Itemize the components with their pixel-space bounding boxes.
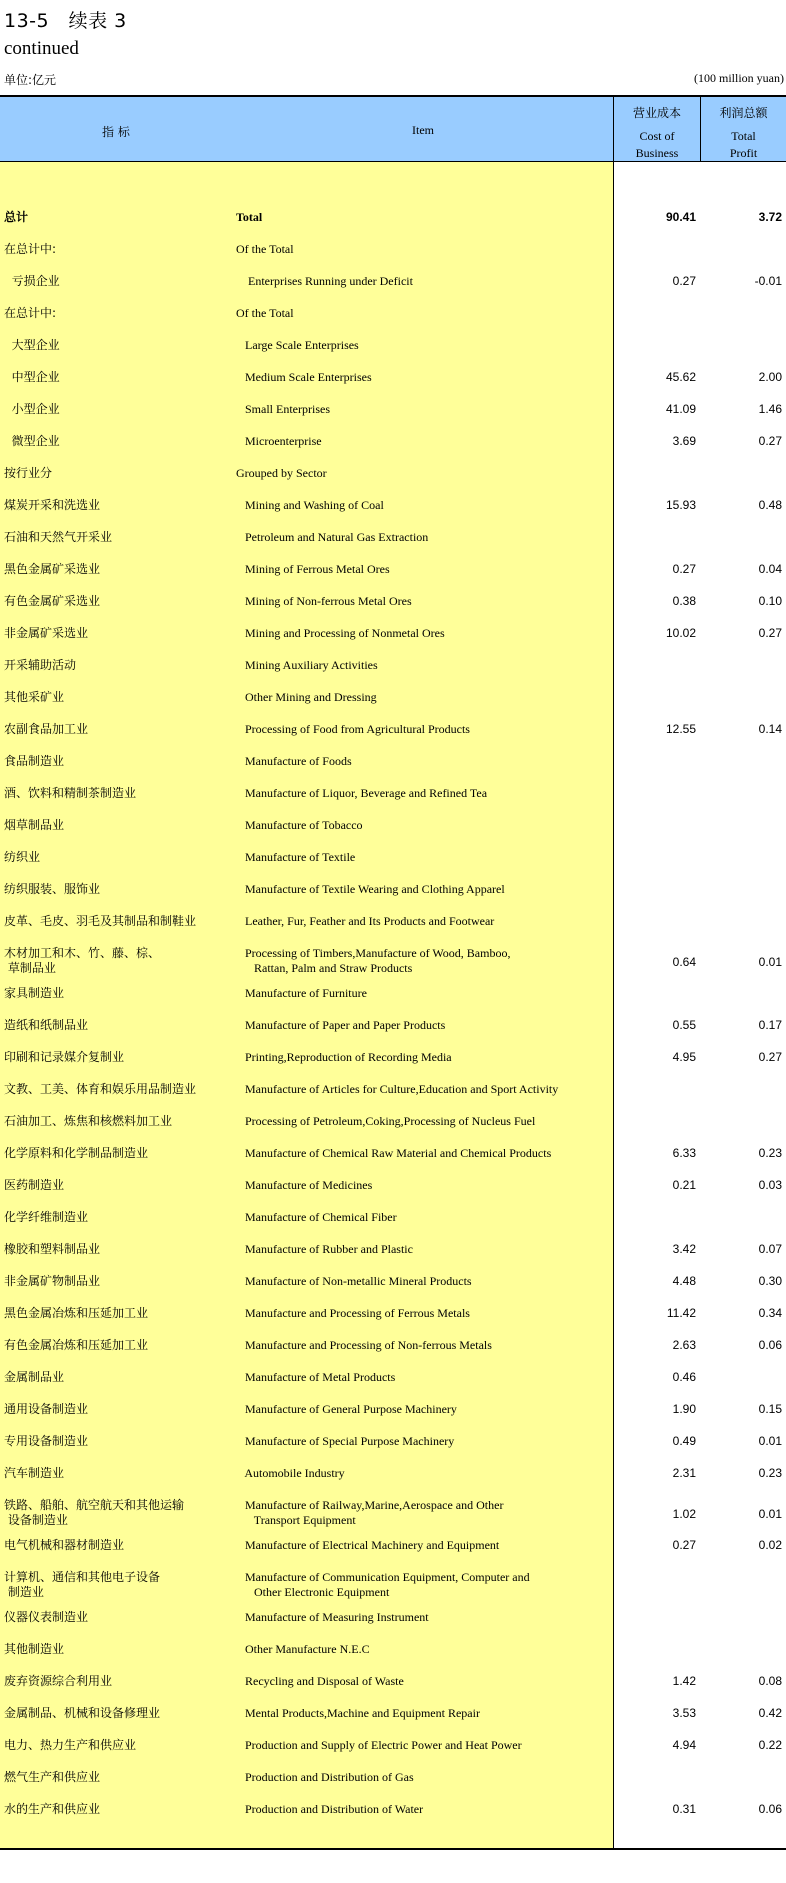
table-title: 13-5 续表 3	[4, 10, 127, 32]
row-item-en: Manufacture of Tobacco	[236, 818, 363, 832]
row-item-en: Manufacture of Foods	[236, 754, 352, 768]
row-indicator-cn: 造纸和纸制品业	[4, 1018, 89, 1032]
row-cost-of-business: 3.42	[672, 1242, 696, 1256]
row-item-en: Mining of Ferrous Metal Ores	[236, 562, 390, 576]
column-divider	[700, 95, 701, 162]
row-total-profit: 0.23	[758, 1466, 782, 1480]
table-subtitle: continued	[4, 38, 79, 59]
row-indicator-cn: 非金属矿采选业	[4, 626, 89, 640]
table-row	[0, 466, 786, 482]
table-row	[0, 530, 786, 546]
row-indicator-cn: 文教、工美、体育和娱乐用品制造业	[4, 1082, 197, 1096]
table-row	[0, 1570, 786, 1604]
table-row	[0, 1770, 786, 1786]
row-item-en: Manufacture of Textile Wearing and Clothing Apparel	[236, 882, 505, 896]
table-row	[0, 1674, 786, 1690]
row-indicator-cn: 在总计中:	[4, 306, 57, 320]
table-row	[0, 722, 786, 738]
row-cost-of-business: 2.63	[672, 1338, 696, 1352]
row-indicator-cn: 其他制造业	[4, 1642, 65, 1656]
row-cost-of-business: 3.53	[672, 1706, 696, 1720]
table-row	[0, 1274, 786, 1290]
table-row	[0, 306, 786, 322]
row-total-profit: 0.17	[758, 1018, 782, 1032]
table-row	[0, 1082, 786, 1098]
table-row	[0, 818, 786, 834]
header-col2-en-2: Profit	[729, 146, 758, 160]
table-row	[0, 1210, 786, 1226]
row-indicator-cn: 铁路、船舶、航空航天和其他运输 设备制造业	[4, 1498, 185, 1527]
row-total-profit: 0.30	[758, 1274, 782, 1288]
table-row	[0, 1802, 786, 1818]
row-total-profit: 0.22	[758, 1738, 782, 1752]
row-total-profit: 0.14	[758, 722, 782, 736]
row-item-en: Manufacture of Chemical Fiber	[236, 1210, 397, 1224]
table-row	[0, 1738, 786, 1754]
table-row	[0, 338, 786, 354]
row-total-profit: 0.06	[758, 1802, 782, 1816]
table-row	[0, 986, 786, 1002]
table-row	[0, 1706, 786, 1722]
row-item-en: Leather, Fur, Feather and Its Products and Footwear	[236, 914, 495, 928]
table-row	[0, 562, 786, 578]
table-row	[0, 370, 786, 386]
row-indicator-cn: 在总计中:	[4, 242, 57, 256]
row-cost-of-business: 41.09	[665, 402, 696, 416]
table-row	[0, 1466, 786, 1482]
unit-label-en: (100 million yuan)	[694, 71, 784, 85]
row-total-profit: 0.15	[758, 1402, 782, 1416]
row-total-profit: 0.42	[758, 1706, 782, 1720]
table-row	[0, 1338, 786, 1354]
row-item-en: Printing,Reproduction of Recording Media	[236, 1050, 452, 1064]
row-item-en: Mining and Washing of Coal	[236, 498, 384, 512]
row-item-en: Processing of Timbers,Manufacture of Wood, Bamboo, Rattan, Palm and Straw Products	[245, 946, 511, 975]
row-indicator-cn: 大型企业	[4, 338, 60, 352]
row-indicator-cn: 烟草制品业	[4, 818, 65, 832]
table-row	[0, 274, 786, 290]
row-item-en: Manufacture and Processing of Ferrous Metals	[236, 1306, 470, 1320]
header-col2-cn: 利润总额	[719, 106, 768, 120]
row-total-profit: 0.27	[758, 434, 782, 448]
table-row	[0, 786, 786, 802]
row-total-profit: 0.10	[758, 594, 782, 608]
row-indicator-cn: 微型企业	[4, 434, 60, 448]
row-indicator-cn: 废弃资源综合利用业	[4, 1674, 113, 1688]
row-total-profit: 0.27	[758, 1050, 782, 1064]
row-item-en: Processing of Food from Agricultural Products	[236, 722, 470, 736]
row-indicator-cn: 酒、饮料和精制茶制造业	[4, 786, 137, 800]
row-cost-of-business: 0.55	[672, 1018, 696, 1032]
row-item-en: Medium Scale Enterprises	[236, 370, 372, 384]
table-row	[0, 658, 786, 674]
header-col1-en-1: Cost of	[639, 129, 675, 143]
header-item-en: Item	[412, 123, 434, 137]
table-row	[0, 1018, 786, 1034]
row-total-profit: 0.06	[758, 1338, 782, 1352]
row-cost-of-business: 4.94	[672, 1738, 696, 1752]
row-cost-of-business: 11.42	[666, 1306, 696, 1320]
row-cost-of-business: 1.42	[672, 1674, 696, 1688]
row-total-profit: 0.34	[758, 1306, 782, 1320]
row-indicator-cn: 中型企业	[4, 370, 60, 384]
row-total-profit: 0.23	[758, 1146, 782, 1160]
table-row	[0, 914, 786, 930]
row-item-en: Mining Auxiliary Activities	[236, 658, 378, 672]
row-total-profit: 0.01	[758, 1434, 782, 1448]
row-indicator-cn: 水的生产和供应业	[4, 1802, 101, 1816]
row-indicator-cn: 有色金属矿采选业	[4, 594, 101, 608]
table-row	[0, 1610, 786, 1626]
row-cost-of-business: 4.48	[672, 1274, 696, 1288]
row-item-en: Mental Products,Machine and Equipment Repair	[236, 1706, 480, 1720]
row-indicator-cn: 按行业分	[4, 466, 53, 480]
row-item-en: Manufacture and Processing of Non-ferrous Metals	[236, 1338, 492, 1352]
row-item-en: Small Enterprises	[236, 402, 330, 416]
row-indicator-cn: 石油和天然气开采业	[4, 530, 113, 544]
table-row	[0, 1538, 786, 1554]
row-indicator-cn: 黑色金属矿采选业	[4, 562, 101, 576]
row-total-profit: -0.01	[754, 274, 782, 288]
row-indicator-cn: 纺织服装、服饰业	[4, 882, 101, 896]
table-row	[0, 594, 786, 610]
row-indicator-cn: 仪器仪表制造业	[4, 1610, 89, 1624]
row-cost-of-business: 0.49	[672, 1434, 696, 1448]
row-indicator-cn: 印刷和记录媒介复制业	[4, 1050, 125, 1064]
row-indicator-cn: 非金属矿物制品业	[4, 1274, 101, 1288]
row-item-en: Manufacture of Non-metallic Mineral Products	[236, 1274, 472, 1288]
row-cost-of-business: 4.95	[672, 1050, 696, 1064]
row-item-en: Automobile Industry	[236, 1466, 345, 1480]
row-indicator-cn: 煤炭开采和洗选业	[4, 498, 101, 512]
row-cost-of-business: 0.21	[672, 1178, 696, 1192]
row-indicator-cn: 黑色金属冶炼和压延加工业	[4, 1306, 149, 1320]
data-table	[0, 95, 786, 1850]
table-bottom-rule	[0, 1848, 786, 1850]
row-item-en: Production and Distribution of Water	[236, 1802, 424, 1816]
row-item-en: Manufacture of General Purpose Machinery	[236, 1402, 457, 1416]
table-row	[0, 1498, 786, 1532]
row-item-en: Manufacture of Railway,Marine,Aerospace and Other Transport Equipment	[245, 1498, 504, 1527]
row-item-en: Grouped by Sector	[236, 466, 327, 480]
row-indicator-cn: 金属制品业	[4, 1370, 65, 1384]
header-indicator-cn: 指 标	[102, 125, 130, 139]
table-row	[0, 434, 786, 450]
row-cost-of-business: 15.93	[665, 498, 696, 512]
row-item-en: Production and Distribution of Gas	[236, 1770, 414, 1784]
row-indicator-cn: 小型企业	[4, 402, 60, 416]
table-row	[0, 850, 786, 866]
row-item-en: Recycling and Disposal of Waste	[236, 1674, 404, 1688]
row-total-profit: 0.07	[758, 1242, 782, 1256]
row-cost-of-business: 1.02	[672, 1507, 696, 1521]
row-item-en: Processing of Petroleum,Coking,Processing of Nucleus Fuel	[236, 1114, 536, 1128]
row-item-en: Of the Total	[236, 306, 294, 320]
row-item-en: Manufacture of Textile	[236, 850, 356, 864]
row-item-en: Production and Supply of Electric Power and Heat Power	[236, 1738, 522, 1752]
table-row	[0, 498, 786, 514]
row-total-profit: 0.27	[758, 626, 782, 640]
row-indicator-cn: 电力、热力生产和供应业	[4, 1738, 137, 1752]
row-item-en: Petroleum and Natural Gas Extraction	[236, 530, 429, 544]
row-item-en: Microenterprise	[236, 434, 322, 448]
row-total-profit: 0.01	[758, 1507, 782, 1521]
table-row	[0, 1178, 786, 1194]
header-col1-en-2: Business	[635, 146, 679, 160]
row-indicator-cn: 燃气生产和供应业	[4, 1770, 101, 1784]
row-indicator-cn: 专用设备制造业	[4, 1434, 89, 1448]
table-row	[0, 1642, 786, 1658]
row-indicator-cn: 橡胶和塑料制品业	[4, 1242, 101, 1256]
row-item-en: Manufacture of Communication Equipment, Computer and Other Electronic Equipment	[245, 1570, 530, 1599]
row-item-en: Manufacture of Measuring Instrument	[236, 1610, 429, 1624]
row-item-en: Manufacture of Chemical Raw Material and Chemical Products	[236, 1146, 552, 1160]
row-total-profit: 0.08	[758, 1674, 782, 1688]
row-cost-of-business: 0.31	[672, 1802, 696, 1816]
header-total-profit	[701, 105, 786, 162]
table-row	[0, 402, 786, 418]
row-cost-of-business: 0.38	[672, 594, 696, 608]
table-row	[0, 946, 786, 980]
row-total-profit: 0.04	[758, 562, 782, 576]
header-cost-of-business	[614, 105, 700, 162]
row-total-profit: 0.02	[758, 1538, 782, 1552]
row-indicator-cn: 农副食品加工业	[4, 722, 89, 736]
row-total-profit: 0.48	[758, 498, 782, 512]
row-cost-of-business: 0.27	[672, 274, 696, 288]
table-row	[0, 690, 786, 706]
row-item-en: Enterprises Running under Deficit	[236, 274, 413, 288]
row-item-en: Manufacture of Medicines	[236, 1178, 373, 1192]
row-cost-of-business: 6.33	[672, 1146, 696, 1160]
row-indicator-cn: 医药制造业	[4, 1178, 65, 1192]
row-item-en: Other Mining and Dressing	[236, 690, 377, 704]
row-indicator-cn: 计算机、通信和其他电子设备 制造业	[4, 1570, 161, 1599]
row-total-profit: 3.72	[758, 210, 782, 224]
row-total-profit: 0.01	[758, 955, 782, 969]
row-item-en: Total	[236, 210, 263, 224]
row-item-en: Mining and Processing of Nonmetal Ores	[236, 626, 445, 640]
table-row	[0, 1050, 786, 1066]
header-col1-cn: 营业成本	[632, 106, 681, 120]
row-cost-of-business: 3.69	[672, 434, 696, 448]
row-indicator-cn: 化学原料和化学制品制造业	[4, 1146, 149, 1160]
table-row	[0, 626, 786, 642]
header-col2-en-1: Total	[731, 129, 756, 143]
row-indicator-cn: 石油加工、炼焦和核燃料加工业	[4, 1114, 173, 1128]
row-total-profit: 1.46	[758, 402, 782, 416]
row-item-en: Manufacture of Furniture	[236, 986, 367, 1000]
row-item-en: Large Scale Enterprises	[236, 338, 359, 352]
row-indicator-cn: 有色金属冶炼和压延加工业	[4, 1338, 149, 1352]
row-cost-of-business: 90.41	[665, 210, 696, 224]
unit-label-cn: 单位:亿元	[4, 73, 57, 87]
row-item-en: Mining of Non-ferrous Metal Ores	[236, 594, 412, 608]
row-cost-of-business: 0.27	[672, 1538, 696, 1552]
row-item-en: Manufacture of Metal Products	[236, 1370, 396, 1384]
row-indicator-cn: 化学纤维制造业	[4, 1210, 89, 1224]
row-indicator-cn: 开采辅助活动	[4, 658, 77, 672]
row-cost-of-business: 12.55	[665, 722, 696, 736]
row-indicator-cn: 食品制造业	[4, 754, 65, 768]
table-row	[0, 242, 786, 258]
row-cost-of-business: 2.31	[672, 1466, 696, 1480]
row-cost-of-business: 0.46	[672, 1370, 696, 1384]
table-header	[0, 95, 786, 162]
row-total-profit: 2.00	[758, 370, 782, 384]
row-indicator-cn: 其他采矿业	[4, 690, 65, 704]
row-cost-of-business: 0.64	[672, 955, 696, 969]
row-indicator-cn: 皮革、毛皮、羽毛及其制品和制鞋业	[4, 914, 197, 928]
row-item-en: Manufacture of Liquor, Beverage and Refined Tea	[236, 786, 488, 800]
table-row	[0, 1114, 786, 1130]
row-indicator-cn: 总计	[4, 210, 29, 224]
row-indicator-cn: 电气机械和器材制造业	[4, 1538, 125, 1552]
row-item-en: Other Manufacture N.E.C	[236, 1642, 370, 1656]
row-item-en: Manufacture of Articles for Culture,Education and Sport Activity	[236, 1082, 559, 1096]
row-indicator-cn: 纺织业	[4, 850, 41, 864]
row-indicator-cn: 亏损企业	[4, 274, 60, 288]
row-cost-of-business: 45.62	[665, 370, 696, 384]
row-total-profit: 0.03	[758, 1178, 782, 1192]
row-item-en: Manufacture of Rubber and Plastic	[236, 1242, 413, 1256]
table-row	[0, 1242, 786, 1258]
table-row	[0, 210, 786, 226]
row-cost-of-business: 1.90	[672, 1402, 696, 1416]
table-row	[0, 754, 786, 770]
row-indicator-cn: 金属制品、机械和设备修理业	[4, 1706, 161, 1720]
row-indicator-cn: 木材加工和木、竹、藤、棕、 草制品业	[4, 946, 161, 975]
table-row	[0, 1146, 786, 1162]
row-cost-of-business: 0.27	[672, 562, 696, 576]
row-item-en: Manufacture of Paper and Paper Products	[236, 1018, 446, 1032]
row-cost-of-business: 10.02	[665, 626, 696, 640]
row-item-en: Manufacture of Electrical Machinery and Equipment	[236, 1538, 500, 1552]
table-row	[0, 1434, 786, 1450]
table-row	[0, 1306, 786, 1322]
row-indicator-cn: 汽车制造业	[4, 1466, 65, 1480]
table-row	[0, 882, 786, 898]
table-row	[0, 1402, 786, 1418]
row-indicator-cn: 家具制造业	[4, 986, 65, 1000]
row-item-en: Of the Total	[236, 242, 294, 256]
row-indicator-cn: 通用设备制造业	[4, 1402, 89, 1416]
row-item-en: Manufacture of Special Purpose Machinery	[236, 1434, 455, 1448]
table-row	[0, 1370, 786, 1386]
